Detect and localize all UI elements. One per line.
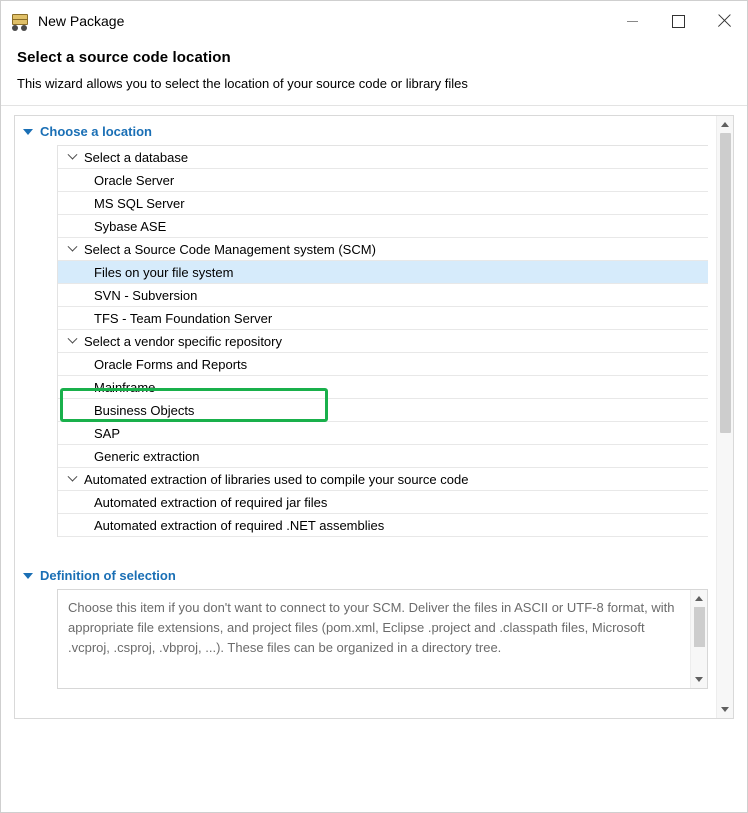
title-bar — [1, 1, 747, 41]
chevron-down-icon — [23, 573, 33, 579]
tree-item-label: Files on your file system — [94, 264, 234, 280]
definition-scroll-down-button[interactable] — [691, 671, 707, 688]
tree-item-label: Select a Source Code Management system (SCM) — [84, 241, 376, 257]
page-subtitle: This wizard allows you to select the location of your source code or library files — [17, 76, 468, 91]
definition-scroll-thumb[interactable] — [694, 607, 705, 647]
tree-item-label: Automated extraction of required jar files — [94, 494, 328, 510]
definition-section — [15, 560, 716, 689]
tree-row[interactable] — [58, 468, 708, 491]
chevron-down-icon — [64, 476, 80, 483]
section-choose-a-location[interactable] — [15, 116, 716, 145]
scroll-up-button[interactable] — [717, 116, 733, 133]
tree-row[interactable] — [58, 284, 708, 307]
tree-item-label: Select a database — [84, 149, 189, 165]
content-scrollbar[interactable] — [716, 116, 733, 718]
tree-row[interactable] — [58, 146, 708, 169]
header-divider — [1, 105, 747, 106]
chevron-down-icon — [64, 154, 80, 161]
tree-row[interactable] — [58, 491, 708, 514]
tree-row[interactable] — [58, 192, 708, 215]
chevron-down-icon — [23, 129, 33, 135]
section-title-definition: Definition of selection — [40, 568, 176, 583]
wizard-header — [1, 41, 747, 91]
tree-item-label: SVN - Subversion — [94, 287, 198, 303]
tree-row[interactable] — [58, 169, 708, 192]
section-definition-of-selection[interactable] — [15, 560, 716, 589]
tree-item-label: Business Objects — [94, 402, 195, 418]
definition-scrollbar[interactable] — [690, 590, 707, 688]
scroll-thumb[interactable] — [720, 133, 731, 433]
maximize-button[interactable] — [655, 1, 701, 41]
minimize-button[interactable] — [609, 1, 655, 41]
window-title: New Package — [38, 13, 125, 29]
close-button[interactable] — [701, 1, 747, 41]
tree-row[interactable] — [58, 422, 708, 445]
window-controls — [609, 1, 747, 41]
tree-row[interactable] — [58, 445, 708, 468]
tree-row[interactable] — [58, 238, 708, 261]
package-icon — [10, 10, 32, 32]
definition-textbox — [57, 589, 708, 689]
tree-item-label: MS SQL Server — [94, 195, 185, 211]
tree-row[interactable] — [58, 307, 708, 330]
close-icon — [717, 14, 731, 28]
tree-row[interactable] — [58, 215, 708, 238]
tree-item-label: Generic extraction — [94, 448, 200, 464]
chevron-down-icon — [64, 338, 80, 345]
tree-item-label: Oracle Server — [94, 172, 175, 188]
tree-item-label: SAP — [94, 425, 121, 441]
content-inner — [15, 116, 716, 718]
maximize-icon — [672, 15, 685, 28]
minimize-icon — [627, 21, 638, 22]
scroll-down-button[interactable] — [717, 701, 733, 718]
wizard-content — [14, 115, 734, 719]
definition-text: Choose this item if you don't want to connect to your SCM. Deliver the files in ASCII or UTF-8 format, with appropriate file extensions, and project files (pom.xml, Eclipse .project and .classpath files, Microsoft .vcproj, .csproj, .vbproj, ...). These files can be organized in a directory tree. — [68, 600, 675, 655]
tree-item-label: Mainframe — [94, 379, 156, 395]
tree-row[interactable] — [58, 353, 708, 376]
chevron-down-icon — [64, 246, 80, 253]
tree-item-label: Select a vendor specific repository — [84, 333, 282, 349]
tree-item-label: TFS - Team Foundation Server — [94, 310, 273, 326]
page-title: Select a source code location — [17, 49, 231, 66]
tree-row[interactable] — [58, 399, 708, 422]
tree-item-label: Automated extraction of libraries used to compile your source code — [84, 471, 469, 487]
tree-row[interactable] — [58, 376, 708, 399]
tree-row[interactable] — [58, 330, 708, 353]
section-title-location: Choose a location — [40, 124, 152, 139]
tree-row[interactable] — [58, 514, 708, 537]
definition-scroll-up-button[interactable] — [691, 590, 707, 607]
location-tree[interactable] — [57, 145, 708, 537]
tree-item-label: Automated extraction of required .NET assemblies — [94, 517, 385, 533]
tree-item-label: Oracle Forms and Reports — [94, 356, 248, 372]
tree-item-label: Sybase ASE — [94, 218, 167, 234]
tree-row-files-on-your-file-system[interactable] — [58, 261, 708, 284]
